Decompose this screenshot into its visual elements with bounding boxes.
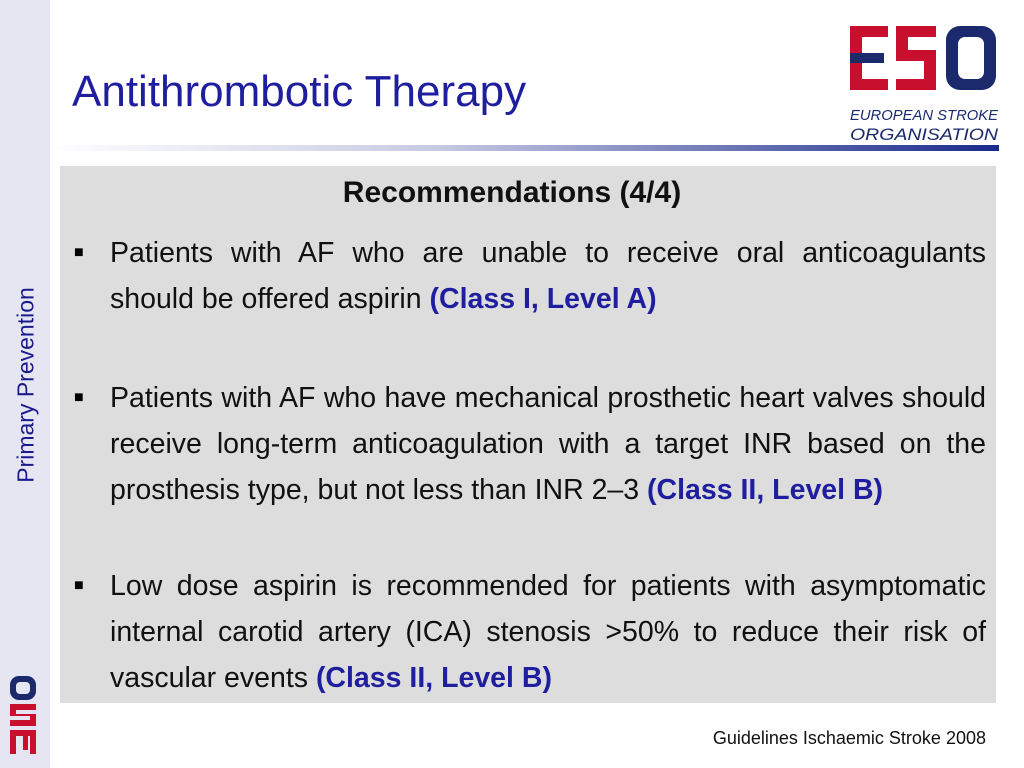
logo-line-2: ORGANISATION (850, 125, 999, 144)
bullet-marker-icon: ■ (74, 244, 84, 261)
recommendation-text: Patients with AF who are unable to receive oral anticoagulants should be offered aspirin (Class I, Level A) (110, 237, 986, 315)
eso-logo (846, 20, 1002, 146)
footer-text: Guidelines Ischaemic Stroke 2008 (712, 728, 986, 748)
eso-small-logo (6, 672, 40, 758)
recommendation-item (74, 230, 986, 322)
recommendations-heading: Recommendations (4/4) (342, 176, 682, 209)
bullet-marker-icon: ■ (74, 389, 84, 406)
recommendation-class: (Class II, Level B) (647, 474, 884, 506)
recommendation-text: Low dose aspirin is recommended for patients with asymptomatic internal carotid artery (ICA) stenosis >50% to reduce their risk of vascular events (Class II, Level B) (110, 570, 986, 694)
sidebar-label: Primary Prevention (12, 287, 39, 483)
recommendation-item (74, 563, 986, 701)
recommendation-text: Patients with AF who have mechanical prosthetic heart valves should receive long-term anticoagulation with a target INR based on the prosthesis type, but not less than INR 2–3 (Class II, Level B) (110, 382, 986, 506)
recommendation-class: (Class I, Level A) (429, 283, 657, 315)
page-title: Antithrombotic Therapy (72, 67, 527, 116)
logo-line-1: EUROPEAN STROKE (850, 107, 999, 124)
recommendation-item (74, 375, 986, 513)
recommendation-class: (Class II, Level B) (315, 662, 552, 694)
bullet-marker-icon: ■ (74, 577, 84, 594)
